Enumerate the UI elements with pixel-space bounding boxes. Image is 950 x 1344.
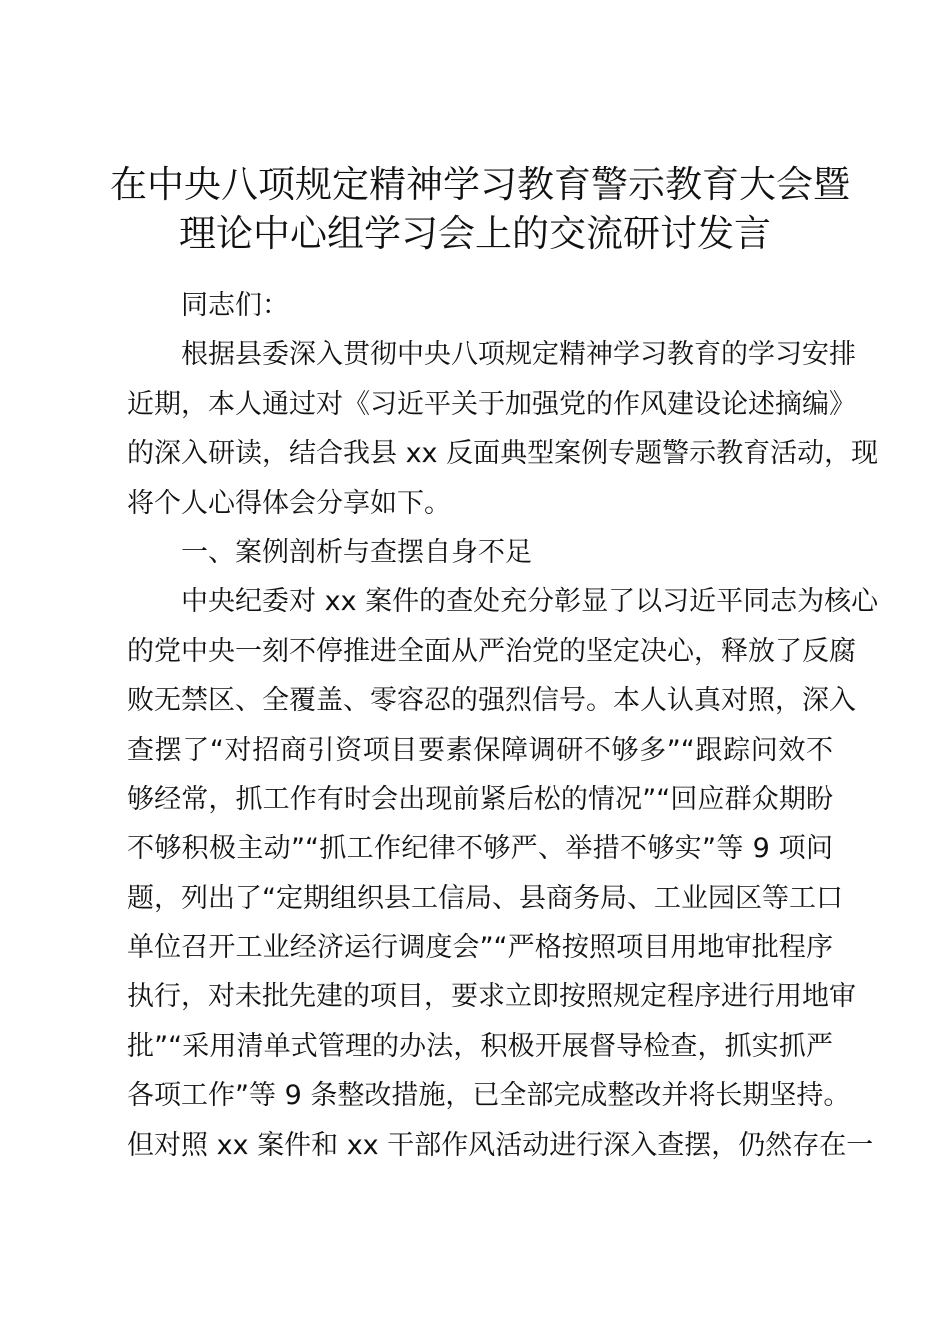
body-line: 题，列出了“定期组织县工信局、县商务局、工业园区等工口 — [127, 882, 843, 914]
body-line: 近期，本人通过对《习近平关于加强党的作风建设论述摘编》 — [127, 388, 856, 420]
body-line: 够经常，抓工作有时会出现前紧后松的情况”“回应群众期盼 — [127, 783, 833, 815]
body-line: 执行，对未批先建的项目，要求立即按照规定程序进行用地审 — [127, 981, 856, 1013]
section-heading: 一、案例剖析与查摆自身不足 — [181, 536, 532, 568]
body-line: 但对照 xx 案件和 xx 干部作风活动进行深入查摆，仍然存在一 — [127, 1129, 874, 1161]
body-line: 查摆了“对招商引资项目要素保障调研不够多”“跟踪问效不 — [127, 734, 833, 766]
document-title — [110, 160, 850, 258]
title-line-2: 理论中心组学习会上的交流研讨发言 — [179, 212, 771, 255]
salutation: 同志们： — [181, 290, 289, 321]
title-line-1: 在中央八项规定精神学习教育警示教育大会暨 — [110, 163, 850, 206]
document-body — [127, 281, 879, 1170]
body-line: 的深入研读，结合我县 xx 反面典型案例专题警示教育活动，现 — [127, 438, 879, 470]
body-line: 各项工作”等 9 条整改措施，已全部完成整改并将长期坚持。 — [127, 1080, 851, 1112]
body-line: 中央纪委对 xx 案件的查处充分彰显了以习近平同志为核心 — [181, 586, 879, 618]
body-line: 批”“采用清单式管理的办法，积极开展督导检查，抓实抓严 — [127, 1030, 833, 1062]
body-line: 根据县委深入贯彻中央八项规定精神学习教育的学习安排 — [181, 339, 856, 371]
body-line: 败无禁区、全覆盖、零容忍的强烈信号。本人认真对照，深入 — [127, 685, 856, 717]
body-line: 不够积极主动”“抓工作纪律不够严、举措不够实”等 9 项问 — [127, 833, 833, 865]
body-line: 的党中央一刻不停推进全面从严治党的坚定决心，释放了反腐 — [127, 635, 856, 667]
body-line: 将个人心得体会分享如下。 — [127, 487, 451, 519]
body-line: 单位召开工业经济运行调度会”“严格按照项目用地审批程序 — [127, 932, 833, 964]
